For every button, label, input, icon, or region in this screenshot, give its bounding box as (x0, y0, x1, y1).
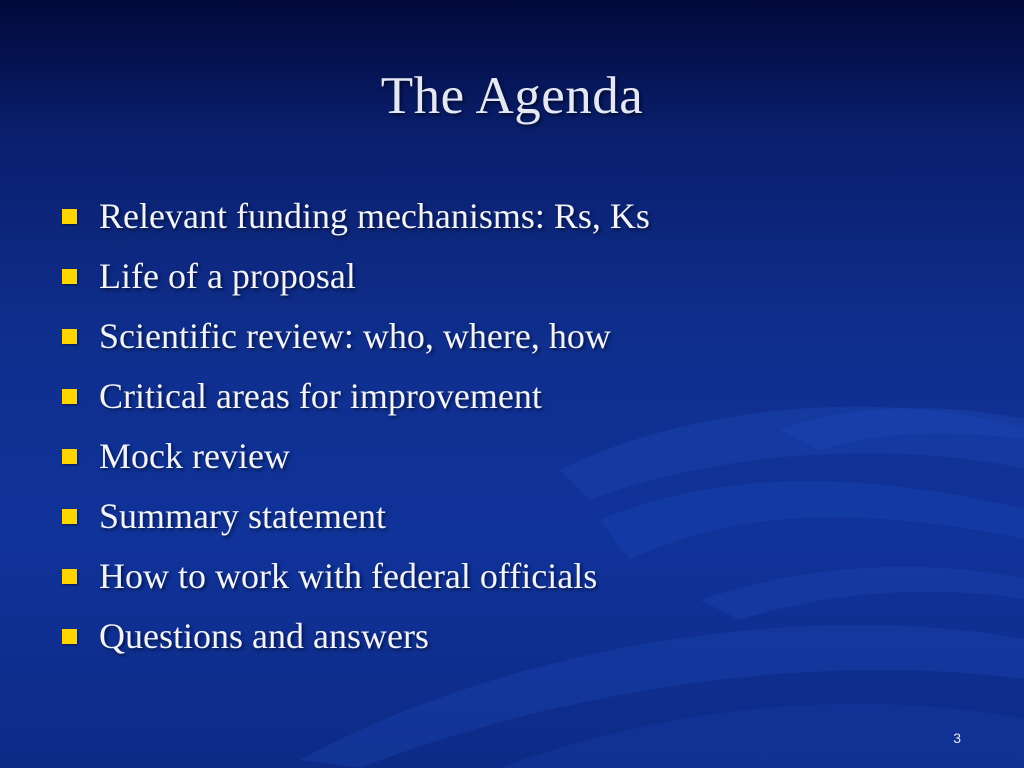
slide-title: The Agenda (380, 67, 644, 125)
agenda-item (62, 186, 650, 246)
agenda-item-text: Mock review (99, 436, 290, 476)
agenda-list (62, 186, 650, 666)
agenda-item (62, 366, 650, 426)
agenda-item-text: Relevant funding mechanisms: Rs, Ks (99, 196, 650, 236)
agenda-item (62, 546, 650, 606)
agenda-item-text: Life of a proposal (99, 256, 356, 296)
agenda-item (62, 246, 650, 306)
square-bullet-icon (62, 329, 77, 344)
square-bullet-icon (62, 449, 77, 464)
agenda-item (62, 606, 650, 666)
agenda-item (62, 426, 650, 486)
agenda-item-text: Summary statement (99, 496, 386, 536)
agenda-item-text: Scientific review: who, where, how (99, 316, 611, 356)
square-bullet-icon (62, 209, 77, 224)
square-bullet-icon (62, 269, 77, 284)
square-bullet-icon (62, 509, 77, 524)
agenda-item (62, 306, 650, 366)
square-bullet-icon (62, 569, 77, 584)
agenda-item (62, 486, 650, 546)
agenda-item-text: Questions and answers (99, 616, 429, 656)
agenda-item-text: How to work with federal officials (99, 556, 598, 596)
square-bullet-icon (62, 389, 77, 404)
agenda-item-text: Critical areas for improvement (99, 376, 542, 416)
square-bullet-icon (62, 629, 77, 644)
page-number: 3 (953, 730, 961, 746)
